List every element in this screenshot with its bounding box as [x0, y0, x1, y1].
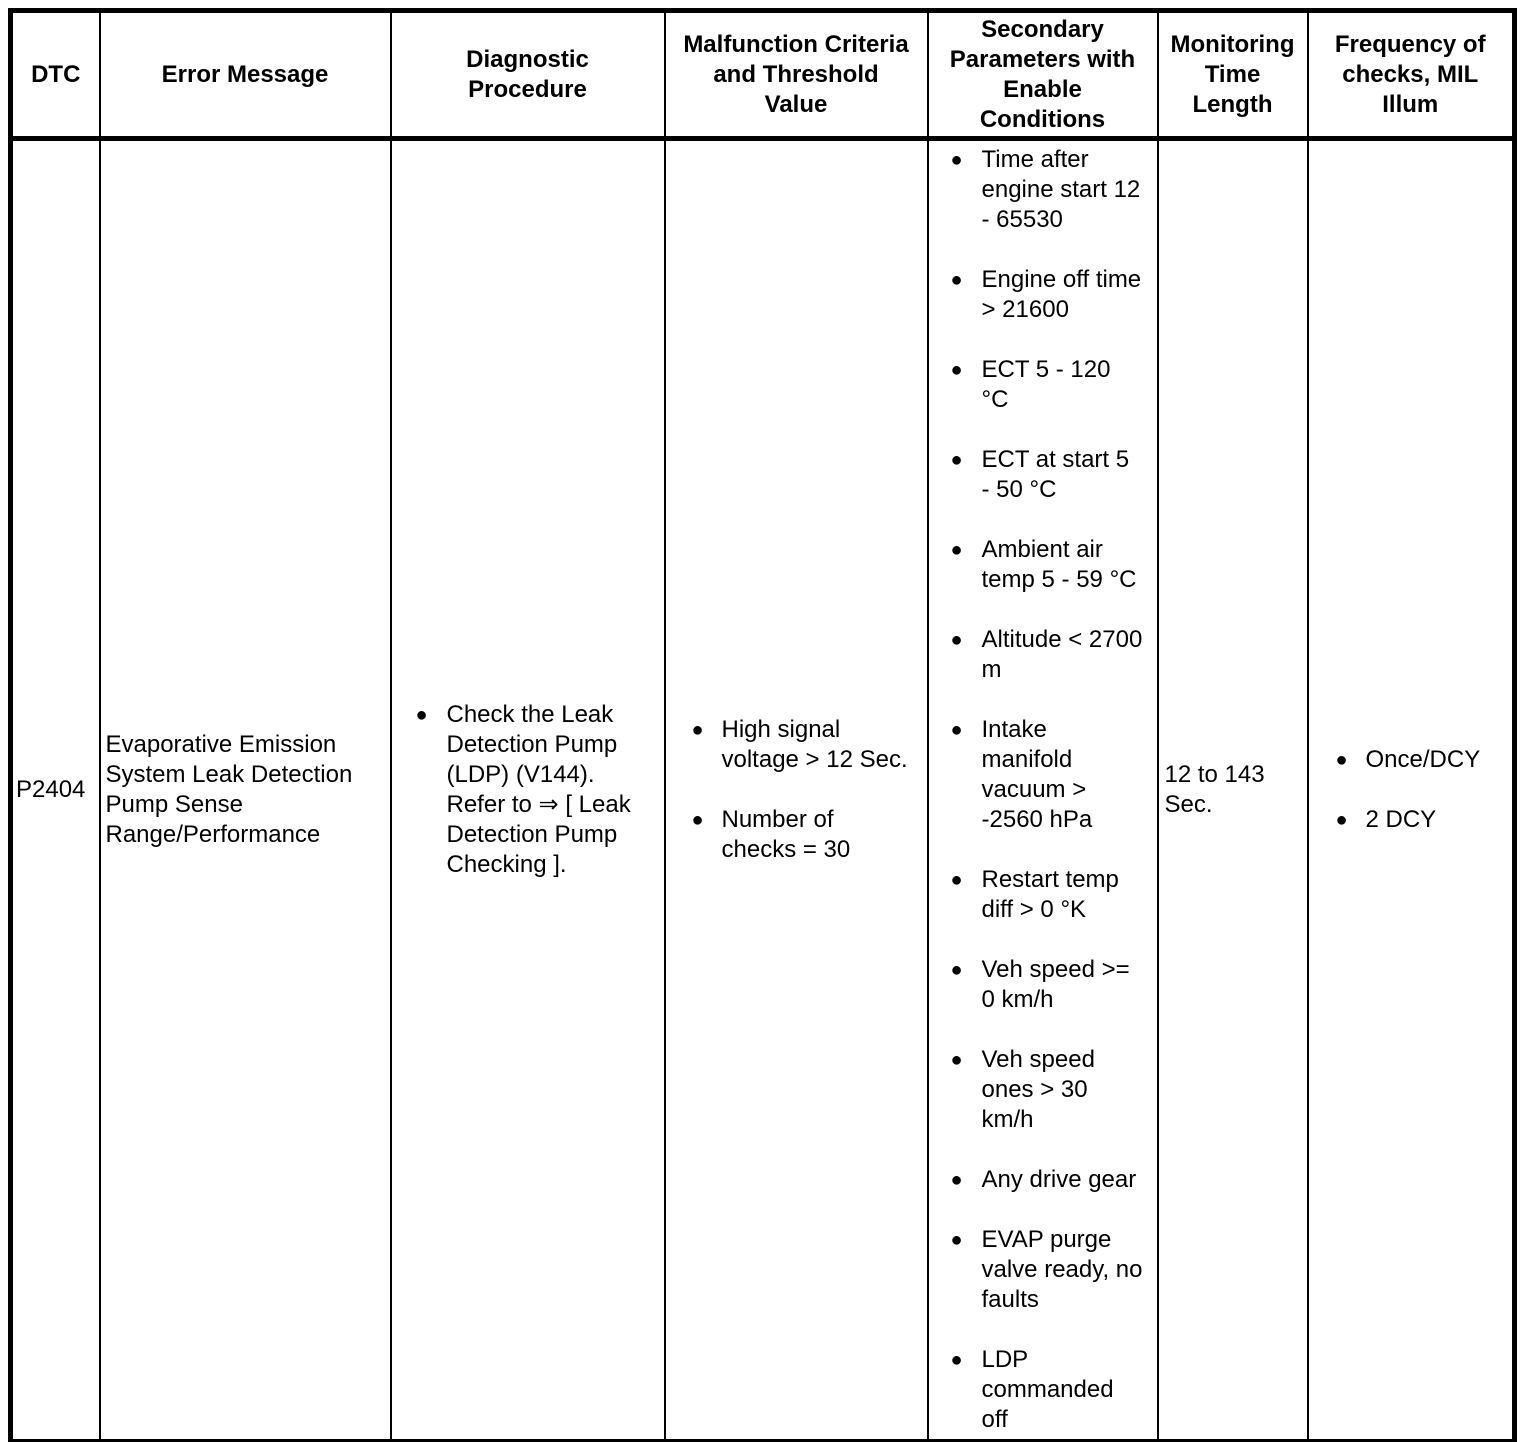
malfunction-criteria-cell [665, 139, 928, 1442]
col-header-diagnostic-procedure [391, 11, 665, 139]
col-header-monitoring-time-label: Monitoring Time Length [1170, 30, 1295, 118]
bullet-icon: ● [950, 269, 963, 291]
list-item [951, 445, 1157, 505]
bullet-icon: ● [950, 1229, 963, 1251]
bullet-icon: ● [950, 629, 963, 651]
error-message-text: Evaporative Emission System Leak Detection Pump Sense Range/Performance [105, 731, 353, 848]
list-item-text: Altitude < 2700 m [981, 626, 1143, 683]
diagnostic-procedure-list [392, 700, 664, 880]
monitoring-time-cell [1158, 139, 1308, 1442]
list-item [1336, 805, 1513, 835]
bullet-icon: ● [950, 1349, 963, 1371]
col-header-error-message-label: Error Message [161, 60, 329, 88]
col-header-frequency-label: Frequency of checks, MIL Illum [1334, 30, 1486, 118]
list-item-text: LDP commanded off [981, 1346, 1114, 1433]
dtc-code: P2404 [16, 776, 86, 803]
col-header-diagnostic-procedure-label: Diagnostic Procedure [466, 45, 589, 103]
col-header-secondary-parameters-label: Secondary Parameters with Enable Conditions [949, 15, 1136, 133]
list-item-text: ECT at start 5 - 50 °C [981, 446, 1130, 503]
col-header-secondary-parameters [928, 11, 1158, 139]
list-item [951, 355, 1157, 415]
bullet-icon: ● [1335, 749, 1348, 771]
list-item-text: Number of checks = 30 [721, 806, 851, 863]
col-header-malfunction-criteria-label: Malfunction Criteria and Threshold Value [683, 30, 909, 118]
list-item [951, 1225, 1157, 1315]
table-row [11, 139, 1515, 1442]
col-header-error-message [100, 11, 391, 139]
bullet-icon: ● [950, 869, 963, 891]
list-item-text: EVAP purge valve ready, no faults [981, 1226, 1143, 1313]
list-item-text: 2 DCY [1365, 806, 1437, 833]
list-item [951, 715, 1157, 835]
col-header-monitoring-time [1158, 11, 1308, 139]
bullet-icon: ● [950, 449, 963, 471]
col-header-dtc [11, 11, 100, 139]
list-item [951, 955, 1157, 1015]
list-item [692, 715, 927, 775]
secondary-parameters-list [929, 145, 1157, 1435]
malfunction-criteria-list [666, 715, 927, 865]
list-item-text: Intake manifold vacuum > -2560 hPa [981, 716, 1093, 833]
list-item-text: Ambient air temp 5 - 59 °C [981, 536, 1137, 593]
dtc-table [8, 8, 1517, 1442]
bullet-icon: ● [950, 719, 963, 741]
col-header-malfunction-criteria [665, 11, 928, 139]
list-item [951, 1045, 1157, 1135]
bullet-icon: ● [950, 149, 963, 171]
col-header-frequency [1308, 11, 1515, 139]
list-item [416, 700, 664, 880]
error-message-cell [100, 139, 391, 1442]
list-item [951, 625, 1157, 685]
list-item-text: Check the Leak Detection Pump (LDP) (V144). Refer to ⇒ [ Leak Detection Pump Checking ]. [446, 701, 631, 878]
table-header-row [11, 11, 1515, 139]
bullet-icon: ● [1335, 809, 1348, 831]
list-item [1336, 745, 1513, 775]
list-item-text: Engine off time > 21600 [981, 266, 1142, 323]
bullet-icon: ● [691, 719, 704, 741]
monitoring-time-text: 12 to 143 Sec. [1164, 761, 1265, 818]
list-item [951, 1345, 1157, 1435]
list-item [951, 265, 1157, 325]
bullet-icon: ● [691, 809, 704, 831]
list-item [951, 535, 1157, 595]
diagnostic-procedure-cell [391, 139, 665, 1442]
list-item-text: High signal voltage > 12 Sec. [721, 716, 908, 773]
bullet-icon: ● [950, 539, 963, 561]
list-item-text: Time after engine start 12 - 65530 [981, 146, 1141, 233]
list-item [692, 805, 927, 865]
list-item-text: Once/DCY [1365, 746, 1481, 773]
list-item-text: Veh speed ones > 30 km/h [981, 1046, 1095, 1133]
list-item-text: Any drive gear [981, 1166, 1137, 1193]
frequency-cell [1308, 139, 1515, 1442]
bullet-icon: ● [950, 359, 963, 381]
frequency-list [1309, 745, 1513, 835]
col-header-dtc-label: DTC [31, 60, 81, 88]
list-item-text: Restart temp diff > 0 °K [981, 866, 1119, 923]
list-item [951, 145, 1157, 235]
bullet-icon: ● [415, 704, 428, 726]
secondary-parameters-cell [928, 139, 1158, 1442]
bullet-icon: ● [950, 1169, 963, 1191]
list-item-text: ECT 5 - 120 °C [981, 356, 1111, 413]
list-item [951, 865, 1157, 925]
bullet-icon: ● [950, 959, 963, 981]
bullet-icon: ● [950, 1049, 963, 1071]
list-item [951, 1165, 1157, 1195]
list-item-text: Veh speed >= 0 km/h [981, 956, 1130, 1013]
dtc-cell [11, 139, 100, 1442]
